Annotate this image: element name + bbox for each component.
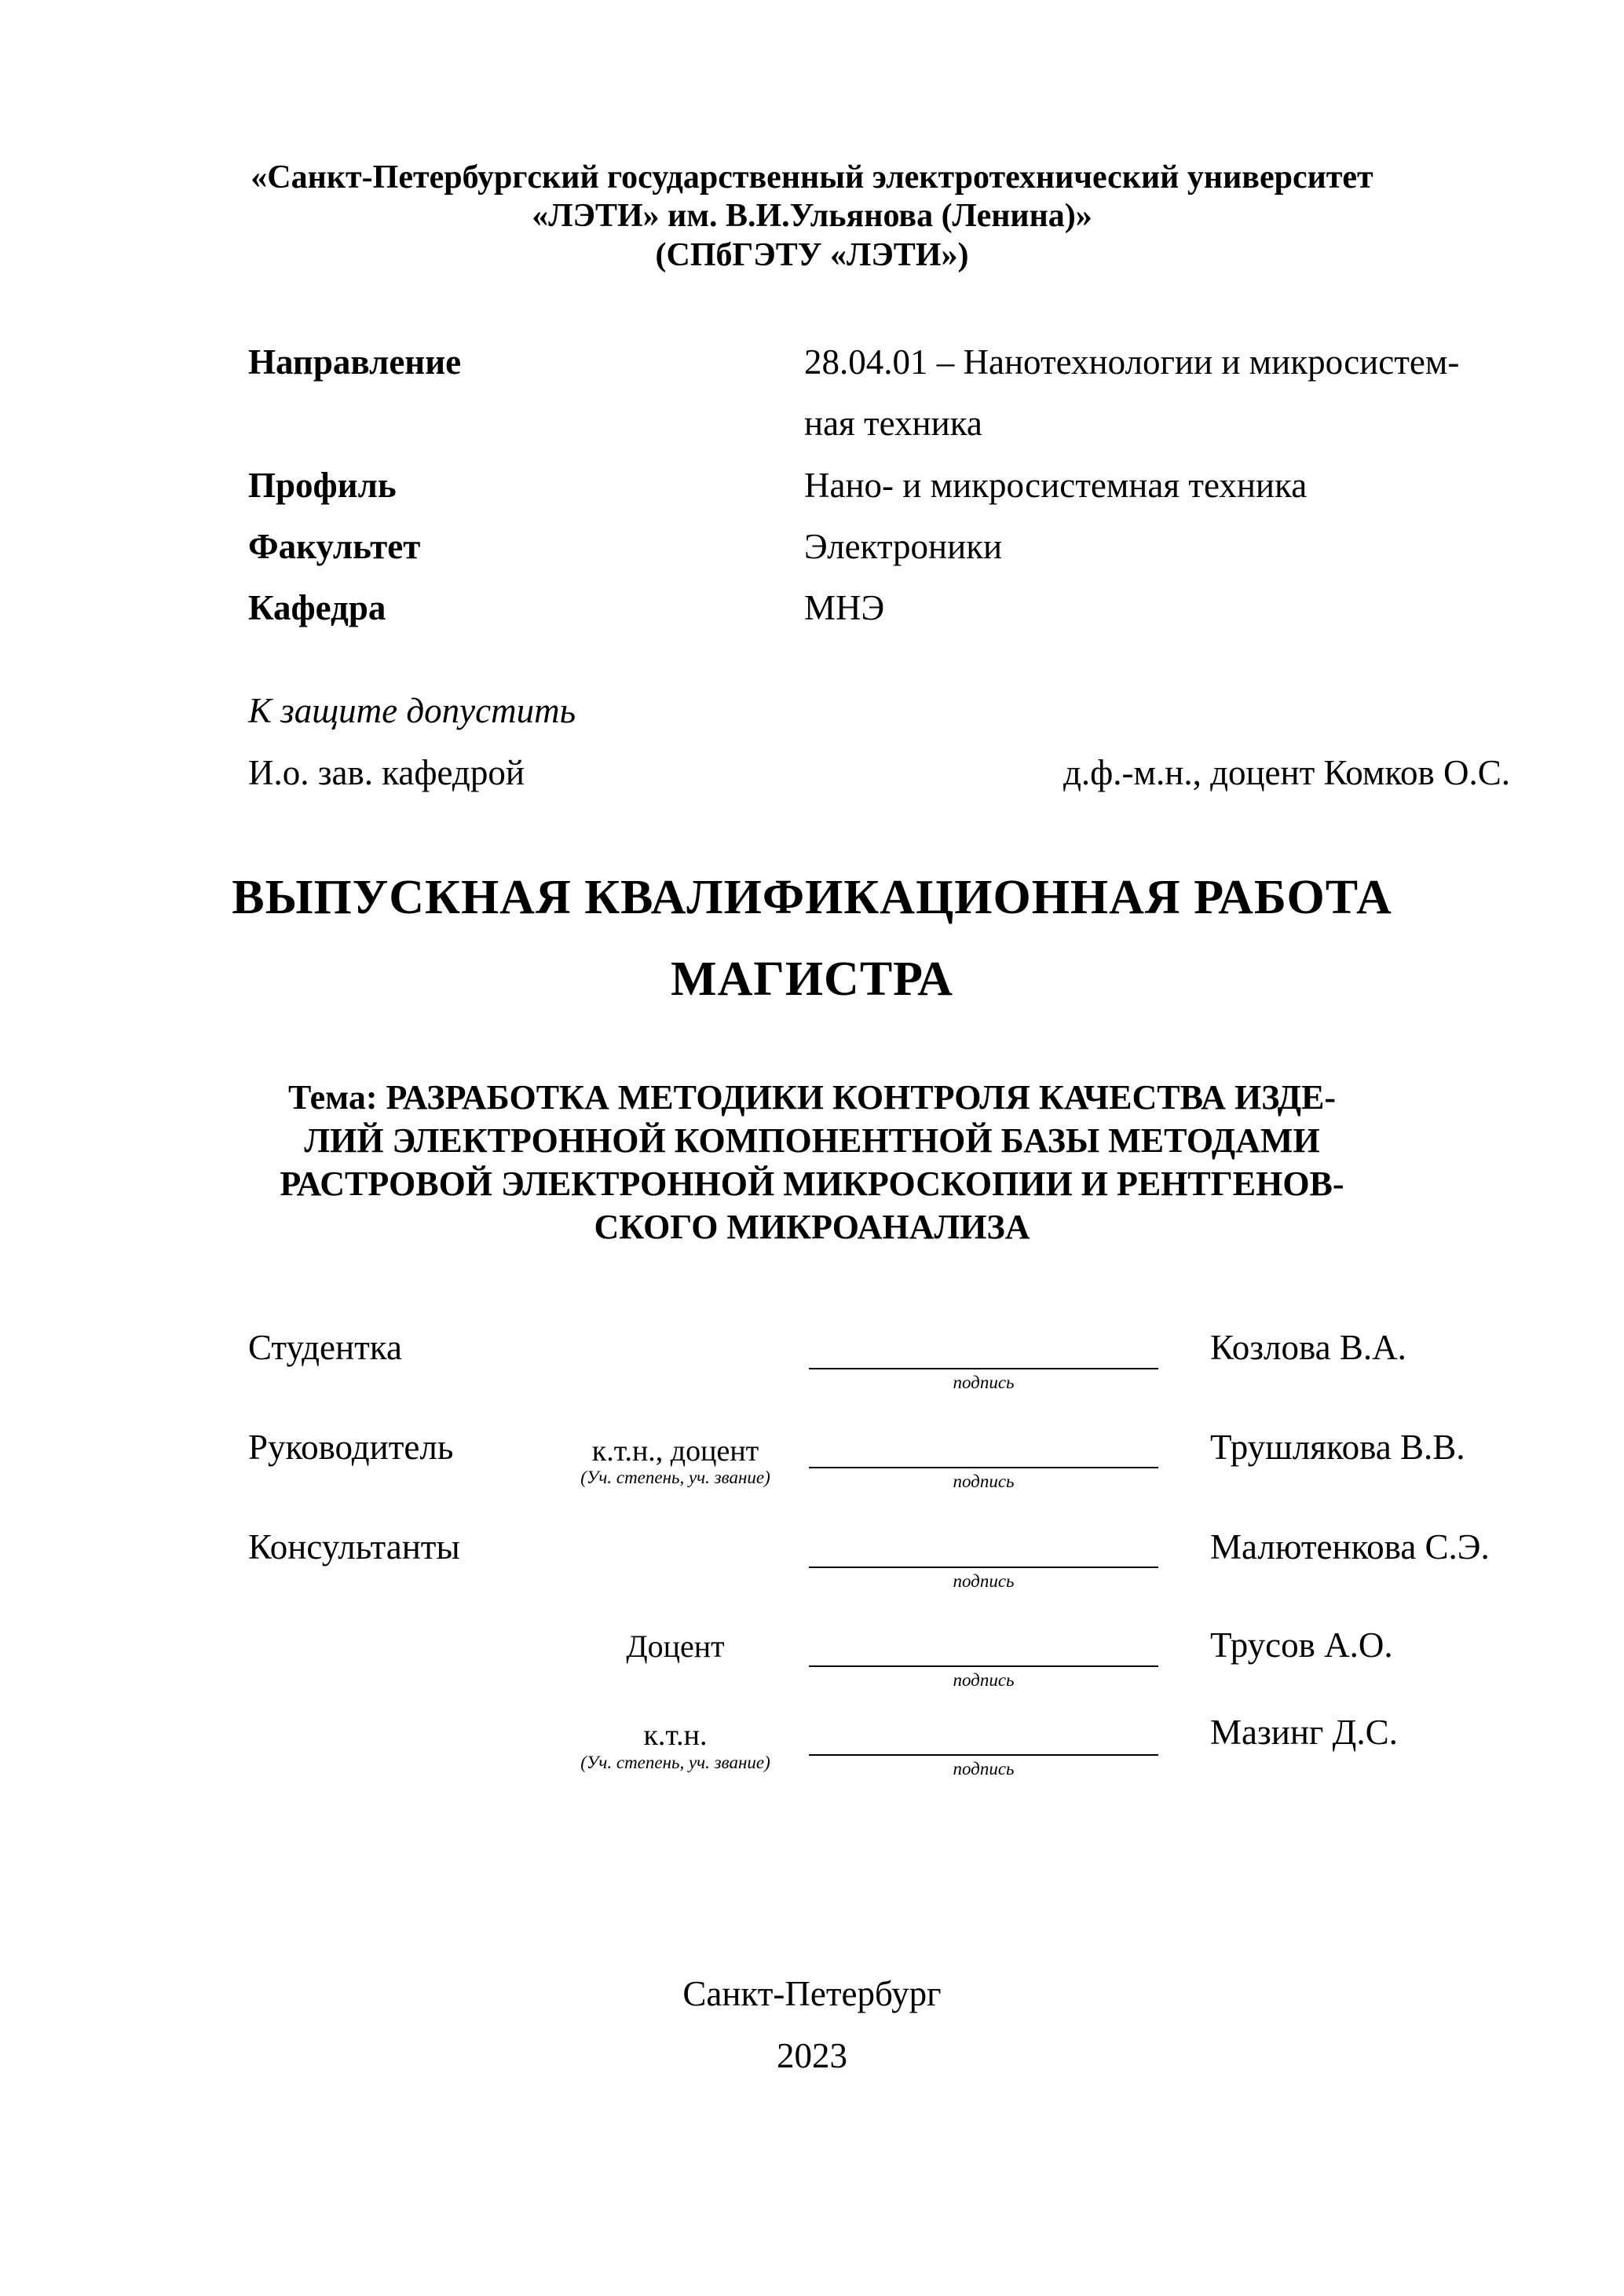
student-role: Студентка	[248, 1328, 402, 1367]
topic-line4: СКОГО МИКРОАНАЛИЗА	[594, 1208, 1030, 1246]
student-signature-note: подпись	[953, 1373, 1015, 1392]
head-of-department-role: И.о. зав. кафедрой	[248, 753, 525, 792]
supervisor-role: Руководитель	[248, 1428, 454, 1467]
thesis-type-line2: МАГИСТРА	[671, 952, 953, 1006]
consultant2-name: Трусов А.О.	[1210, 1625, 1393, 1665]
faculty-label: Факультет	[248, 527, 421, 566]
consultant3-degree-note: (Уч. степень, уч. звание)	[580, 1753, 770, 1772]
supervisor-signature-line	[809, 1467, 1158, 1468]
university-name-line1: «Санкт-Петербургский государственный электротехнический университет	[251, 159, 1373, 196]
consultant2-signature-note: подпись	[953, 1670, 1015, 1690]
supervisor-signature-note: подпись	[953, 1472, 1015, 1491]
university-name-line2: «ЛЭТИ» им. В.И.Ульянова (Ленина)»	[532, 198, 1092, 234]
consultants-role: Консультанты	[248, 1527, 460, 1567]
supervisor-degree-note: (Уч. степень, уч. звание)	[580, 1468, 770, 1487]
consultant2-signature-line	[809, 1665, 1158, 1667]
year: 2023	[777, 2036, 847, 2075]
consultant2-degree: Доцент	[626, 1629, 725, 1664]
faculty-value: Электроники	[804, 527, 1003, 566]
consultant3-signature-note: подпись	[953, 1759, 1015, 1779]
profile-label: Профиль	[248, 466, 397, 505]
consultant1-signature-note: подпись	[953, 1571, 1015, 1591]
university-abbreviation: (СПбГЭТУ «ЛЭТИ»)	[655, 237, 969, 273]
student-name: Козлова В.А.	[1210, 1328, 1406, 1367]
consultant1-name: Малютенкова С.Э.	[1210, 1527, 1490, 1567]
consultant3-name: Мазинг Д.С.	[1210, 1713, 1398, 1752]
direction-value: 28.04.01 – Нанотехнологии и микросистем-	[804, 342, 1460, 382]
department-label: Кафедра	[248, 588, 386, 627]
student-signature-line	[809, 1368, 1158, 1369]
direction-value-cont: ная техника	[804, 404, 982, 443]
supervisor-degree: к.т.н., доцент	[591, 1435, 759, 1468]
city: Санкт-Петербург	[682, 1974, 942, 2013]
head-of-department-name: д.ф.-м.н., доцент Комков О.С.	[1063, 753, 1510, 792]
consultant1-signature-line	[809, 1567, 1158, 1568]
topic-line2: ЛИЙ ЭЛЕКТРОННОЙ КОМПОНЕНТНОЙ БАЗЫ МЕТОДАМИ	[304, 1121, 1320, 1160]
department-value: МНЭ	[804, 588, 885, 627]
direction-label: Направление	[248, 342, 462, 382]
thesis-type-line1: ВЫПУСКНАЯ КВАЛИФИКАЦИОННАЯ РАБОТА	[232, 871, 1392, 924]
topic-line1: Тема: РАЗРАБОТКА МЕТОДИКИ КОНТРОЛЯ КАЧЕСТВА ИЗДЕ-	[287, 1078, 1336, 1117]
admit-to-defense: К защите допустить	[248, 691, 576, 730]
consultant3-degree: к.т.н.	[643, 1719, 708, 1752]
profile-value: Нано- и микросистемная техника	[804, 466, 1308, 505]
topic-line3: РАСТРОВОЙ ЭЛЕКТРОННОЙ МИКРОСКОПИИ И РЕНТГЕНОВ-	[280, 1164, 1344, 1203]
supervisor-name: Трушлякова В.В.	[1210, 1428, 1465, 1467]
consultant3-signature-line	[809, 1754, 1158, 1756]
